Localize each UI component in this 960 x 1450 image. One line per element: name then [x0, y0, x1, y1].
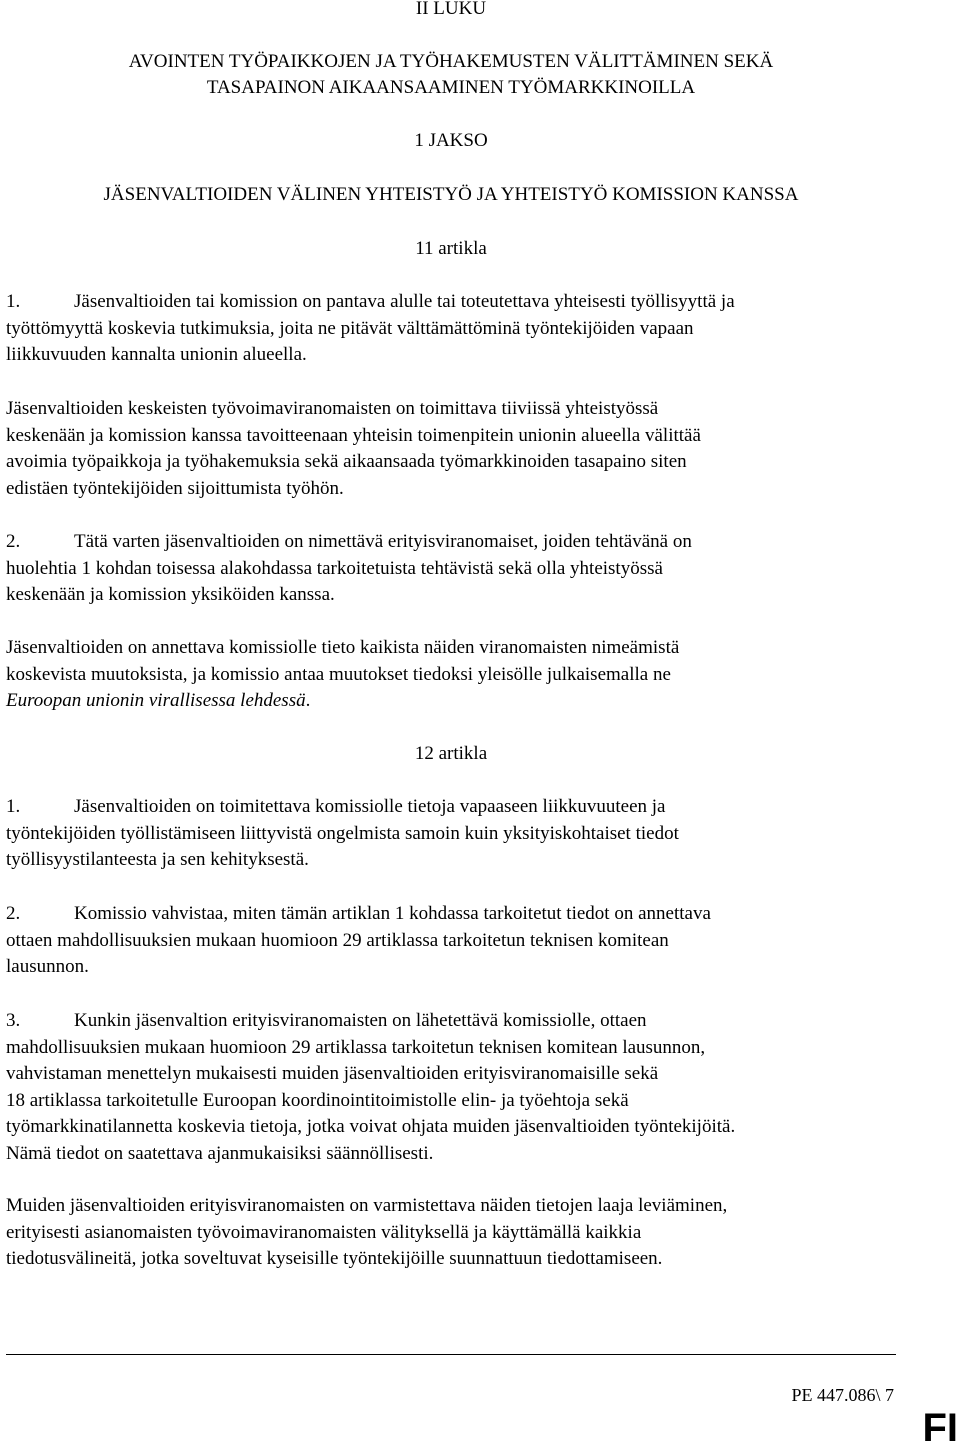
paragraph-line: liikkuvuuden kannalta unionin alueella.	[6, 344, 307, 365]
paragraph-line: tiedotusvälineitä, jotka soveltuvat kyseisille työntekijöille suunnattuun tiedottamiseen.	[6, 1248, 663, 1269]
chapter-title-line-1: AVOINTEN TYÖPAIKKOJEN JA TYÖHAKEMUSTEN VÄLITTÄMINEN SEKÄ	[128, 51, 774, 72]
section-heading: 1 JAKSO	[414, 130, 488, 151]
paragraph-line: avoimia työpaikkoja ja työhakemuksia sekä aikaansaada työmarkkinoiden tasapaino siten	[6, 451, 687, 472]
article-11-heading: 11 artikla	[415, 238, 487, 259]
article-12-paragraph-3-subparagraph	[6, 1193, 906, 1273]
article-11-paragraph-1	[6, 289, 906, 369]
paragraph-line: erityisesti asianomaisten työvoimaviranomaisten välityksellä ja käyttämällä kaikkia	[6, 1221, 642, 1243]
paragraph-line: 2. Komissio vahvistaa, miten tämän artiklan 1 kohdassa tarkoitetut tiedot on annettava	[6, 901, 906, 928]
paragraph-line: työmarkkinatilannetta koskevia tietoja, jotka voivat ohjata muiden jäsenvaltioiden työntekijöitä.	[6, 1116, 736, 1137]
article-11-paragraph-1-subparagraph	[6, 396, 906, 502]
article-12-paragraph-3	[6, 1008, 906, 1167]
chapter-title-line-2: TASAPAINON AIKAANSAAMINEN TYÖMARKKINOILLA	[206, 77, 696, 98]
paragraph-line: työntekijöiden työllistämiseen liittyvistä ongelmista samoin kuin yksityiskohtaiset tiedot	[6, 822, 679, 844]
paragraph-line: vahvistaman menettelyn mukaisesti muiden jäsenvaltioiden erityisviranomaisille sekä	[6, 1063, 659, 1084]
paragraph-line: ottaen mahdollisuuksien mukaan huomioon 29 artiklassa tarkoitetun teknisen komitean	[6, 929, 669, 951]
paragraph-line: keskenään ja komission kanssa tavoitteenaan yhteisin toimenpitein unionin alueella välittää	[6, 424, 701, 446]
paragraph-number: 1.	[6, 291, 21, 312]
paragraph-line: 1. Jäsenvaltioiden tai komission on pantava alulle tai toteutettava yhteisesti työllisyyttä ja	[6, 289, 906, 316]
article-12-heading: 12 artikla	[414, 743, 488, 764]
paragraph-line: edistäen työntekijöiden sijoittumista työhön.	[6, 477, 344, 499]
article-12-paragraph-2	[6, 901, 906, 981]
article-11-paragraph-2-subparagraph	[6, 635, 906, 715]
footer-divider	[6, 1354, 896, 1355]
paragraph-number: 1.	[6, 796, 21, 817]
paragraph-number: 2.	[6, 903, 21, 924]
paragraph-line: huolehtia 1 kohdan toisessa alakohdassa tarkoitetuista tehtävistä sekä olla yhteistyössä	[6, 557, 663, 579]
paragraph-number: 2.	[6, 531, 21, 552]
chapter-heading: II LUKU	[415, 0, 487, 19]
paragraph-line: Muiden jäsenvaltioiden erityisviranomaisten on varmistettava näiden tietojen laaja leviäminen,	[6, 1195, 728, 1216]
paragraph-line: koskevista muutoksista, ja komissio antaa muutokset tiedoksi yleisölle julkaisemalla ne	[6, 663, 671, 685]
article-11-paragraph-2	[6, 529, 906, 609]
paragraph-line: Jäsenvaltioiden on annettava komissiolle tieto kaikista näiden viranomaisten nimeämistä	[6, 637, 680, 658]
language-code: FI	[922, 1406, 958, 1450]
paragraph-line: mahdollisuuksien mukaan huomioon 29 artiklassa tarkoitetun teknisen komitean lausunnon,	[6, 1036, 706, 1058]
paragraph-line: työttömyyttä koskevia tutkimuksia, joita ne pitävät välttämättöminä työntekijöiden vapaan	[6, 317, 694, 339]
paragraph-line: 1. Jäsenvaltioiden on toimitettava komissiolle tietoja vapaaseen liikkuvuuteen ja	[6, 794, 906, 821]
paragraph-number: 3.	[6, 1010, 21, 1031]
paragraph-line: 18 artiklassa tarkoitetulle Euroopan koordinointitoimistolle elin- ja työehtoja sekä	[6, 1089, 629, 1111]
paragraph-line: Nämä tiedot on saatettava ajanmukaisiksi säännöllisesti.	[6, 1142, 434, 1164]
paragraph-line: Euroopan unionin virallisessa lehdessä.	[6, 690, 311, 711]
paragraph-line: 2. Tätä varten jäsenvaltioiden on nimettävä erityisviranomaiset, joiden tehtävänä on	[6, 529, 906, 556]
paragraph-line: työllisyystilanteesta ja sen kehityksestä.	[6, 849, 309, 870]
official-journal-title: Euroopan unionin virallisessa lehdessä	[6, 690, 306, 711]
paragraph-line: lausunnon.	[6, 956, 89, 977]
paragraph-line: Jäsenvaltioiden keskeisten työvoimaviranomaisten on toimittava tiiviissä yhteistyössä	[6, 398, 659, 419]
section-title: JÄSENVALTIOIDEN VÄLINEN YHTEISTYÖ JA YHTEISTYÖ KOMISSION KANSSA	[103, 184, 799, 205]
paragraph-line: keskenään ja komission yksiköiden kanssa.	[6, 584, 335, 605]
document-reference: PE 447.086\ 7	[791, 1385, 894, 1405]
paragraph-line: 3. Kunkin jäsenvaltion erityisviranomaisten on lähetettävä komissiolle, ottaen	[6, 1008, 906, 1035]
article-12-paragraph-1	[6, 794, 906, 874]
